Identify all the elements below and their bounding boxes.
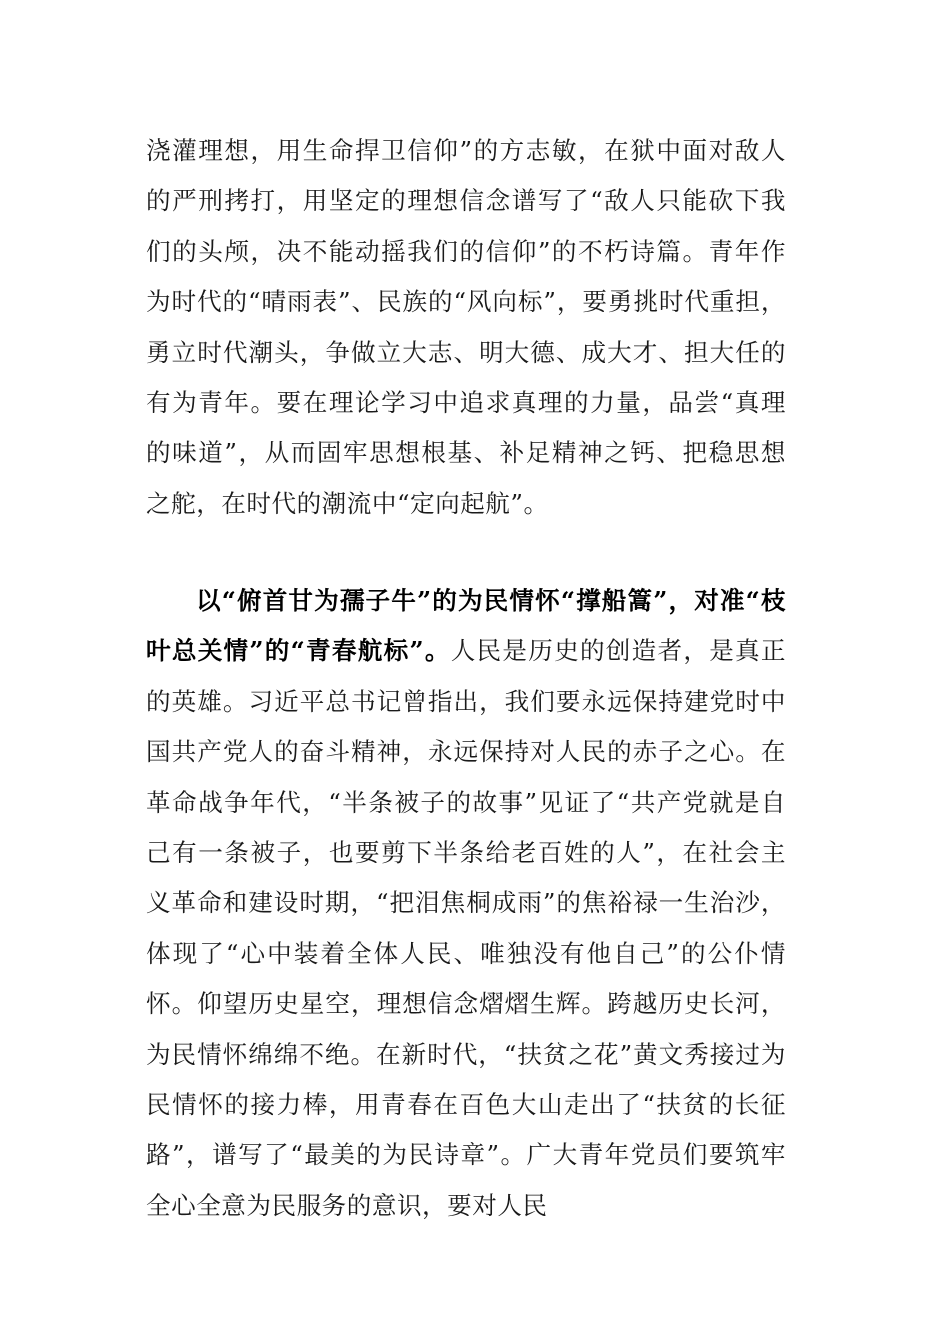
paragraph-continuation [146,126,786,529]
paragraph-2-body: 人民是历史的创造者，是真正的英雄。习近平总书记曾指出，我们要永远保持建党时中国共产党人的奋斗精神，永远保持对人民的赤子之心。在革命战争年代，“半条被子的故事”见证了“共产党就是自己有一条被子，也要剪下半条给老百姓的人”，在社会主义革命和建设时期，“把泪焦桐成雨”的焦裕禄一生治沙，体现了“心中装着全体人民、唯独没有他自己”的公仆情怀。仰望历史星空，理想信念熠熠生辉。跨越历史长河，为民情怀绵绵不绝。在新时代，“扶贫之花”黄文秀接过为民情怀的接力棒，用青春在百色大山走出了“扶贫的长征路”，谱写了“最美的为民诗章”。广大青年党员们要筑牢全心全意为民服务的意识，要对人民 [146,636,786,1220]
paragraph-section [146,576,786,1231]
paragraph-1-text: 浇灌理想，用生命捍卫信仰”的方志敏，在狱中面对敌人的严刑拷打，用坚定的理想信念谱写了“敌人只能砍下我们的头颅，决不能动摇我们的信仰”的不朽诗篇。青年作为时代的“晴雨表”、民族的“风向标”，要勇挑时代重担，勇立时代潮头，争做立大志、明大德、成大才、担大任的有为青年。要在理论学习中追求真理的力量，品尝“真理的味道”，从而固牢思想根基、补足精神之钙、把稳思想之舵，在时代的潮流中“定向起航”。 [146,136,786,518]
paragraph-2-heading: 以“俯首甘为孺子牛”的为民情怀“撑船篙”，对准“枝叶总关情”的“青春航标”。 [146,586,786,666]
